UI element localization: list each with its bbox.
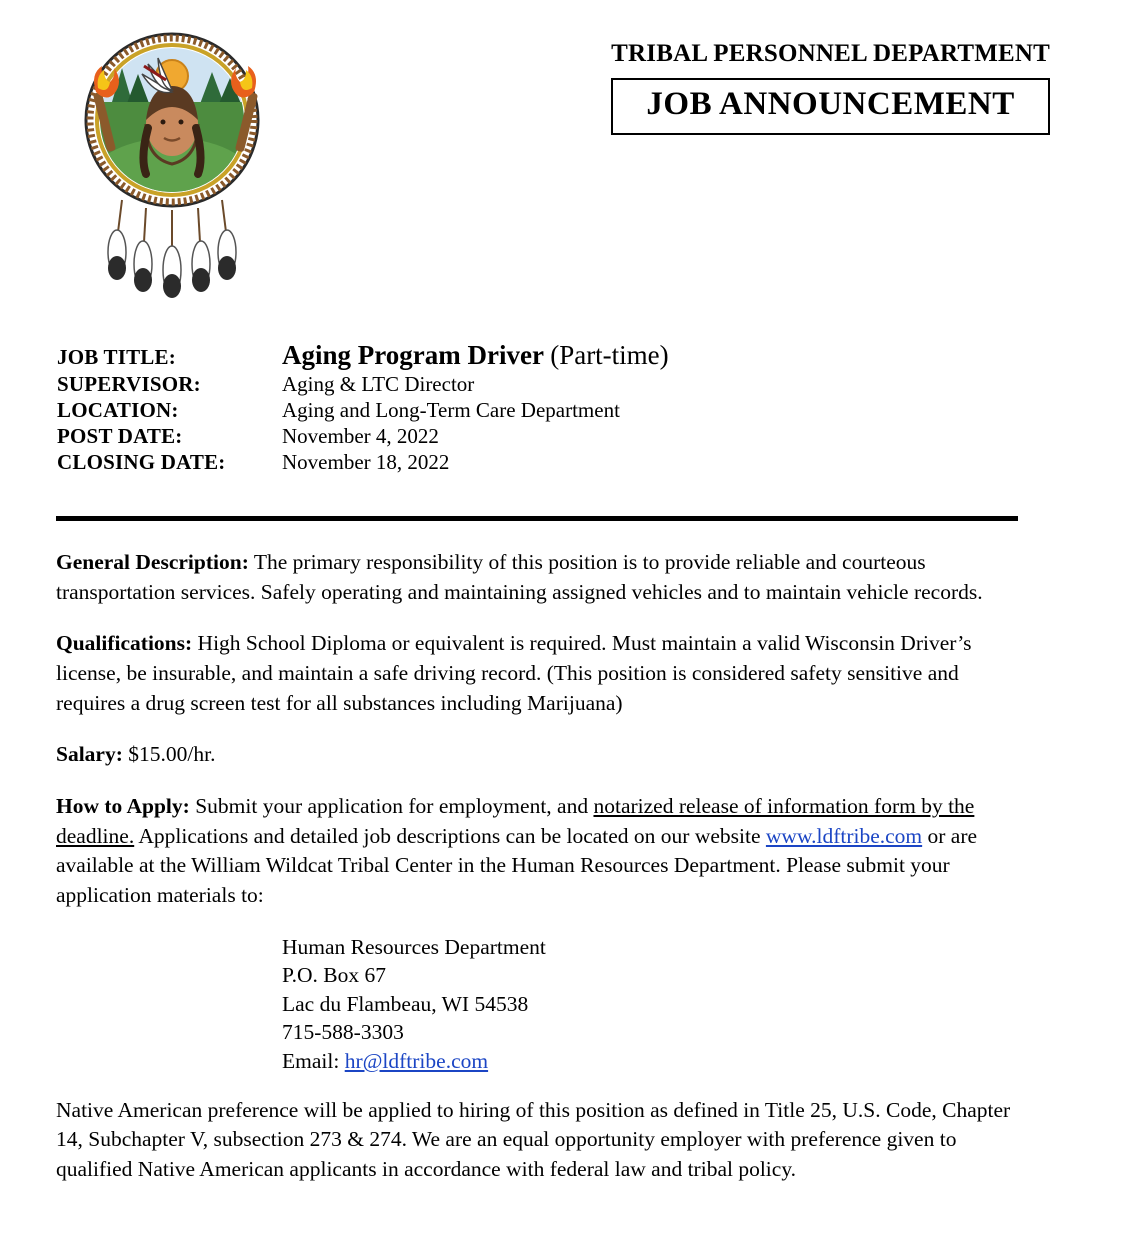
general-description-label: General Description: (56, 550, 249, 574)
qualifications-paragraph (56, 629, 1031, 718)
qualifications-text: High School Diploma or equivalent is required. Must maintain a valid Wisconsin Driver’s license, be insurable, and maintain a safe driving record. (This position is considered safety sensitive and requires a drug screen test for all substances including Marijuana) (56, 631, 972, 715)
job-title-value (282, 340, 669, 371)
document-header (0, 0, 1132, 310)
address-email-row (282, 1047, 1031, 1076)
tribal-seal-logo (60, 28, 290, 308)
address-phone: 715-588-3303 (282, 1020, 404, 1045)
department-title: TRIBAL PERSONNEL DEPARTMENT (611, 40, 1050, 67)
job-title-main: Aging Program Driver (282, 340, 551, 370)
how-to-apply-text-part3: or are available at the William Wildcat Tribal Center in the Human Resources Department. Please submit your application materials to: (56, 823, 978, 907)
notarized-release-underlined-text: notarized release of information form by the deadline. (56, 793, 975, 848)
meta-row-location (57, 398, 1057, 423)
location-value: Aging and Long-Term Care Department (282, 398, 620, 422)
horizontal-divider (56, 516, 1018, 521)
meta-row-job-title (57, 340, 1057, 371)
hr-email-link[interactable]: hr@ldftribe.com (344, 1048, 489, 1073)
tribe-website-link[interactable]: www.ldftribe.com (765, 823, 923, 848)
address-line-1: Human Resources Department (282, 934, 546, 959)
how-to-apply-paragraph (56, 792, 1031, 911)
job-title-label: JOB TITLE: (57, 345, 176, 369)
meta-row-post-date (57, 424, 1057, 449)
job-title-suffix: (Part-time) (550, 340, 669, 370)
general-description-paragraph (56, 548, 1031, 607)
how-to-apply-text-part2: Applications and detailed job descriptions can be located on our website (134, 823, 766, 848)
supervisor-label: SUPERVISOR: (57, 372, 201, 396)
meta-row-supervisor (57, 372, 1057, 397)
salary-label: Salary: (56, 742, 123, 767)
location-label: LOCATION: (57, 398, 179, 422)
salary-paragraph (56, 740, 1031, 770)
closing-date-value: November 18, 2022 (282, 450, 450, 474)
meta-row-closing-date (57, 450, 1057, 475)
mailing-address-block (56, 933, 1031, 1076)
announcement-title: JOB ANNOUNCEMENT (646, 86, 1015, 122)
email-label: Email: (282, 1048, 345, 1073)
document-body (56, 548, 1031, 1185)
post-date-value: November 4, 2022 (282, 424, 439, 448)
native-american-preference-note: Native American preference will be applied to hiring of this position as defined in Title 25, U.S. Code, Chapter 14, Subchapter V, subsection 273 & 274. We are an equal opportunity employer with preference given to qualified Native American applicants in accordance with federal law and tribal policy. (56, 1097, 1011, 1181)
address-line-2: P.O. Box 67 (282, 963, 386, 988)
address-line-3: Lac du Flambeau, WI 54538 (282, 991, 529, 1016)
job-meta-list (57, 340, 1057, 476)
closing-date-label: CLOSING DATE: (57, 450, 226, 474)
post-date-label: POST DATE: (57, 424, 183, 448)
how-to-apply-label: How to Apply: (56, 793, 190, 818)
supervisor-value: Aging & LTC Director (282, 372, 475, 396)
how-to-apply-text-part1: Submit your application for employment, and (189, 793, 594, 818)
qualifications-label: Qualifications: (56, 631, 193, 656)
header-titles (611, 40, 1050, 135)
general-description-text: The primary responsibility of this position is to provide reliable and courteous transportation services. Safely operating and maintaining assigned vehicles and to maintain vehicle records. (56, 550, 983, 604)
salary-text: $15.00/hr. (122, 742, 216, 767)
job-announcement-box (611, 78, 1050, 135)
